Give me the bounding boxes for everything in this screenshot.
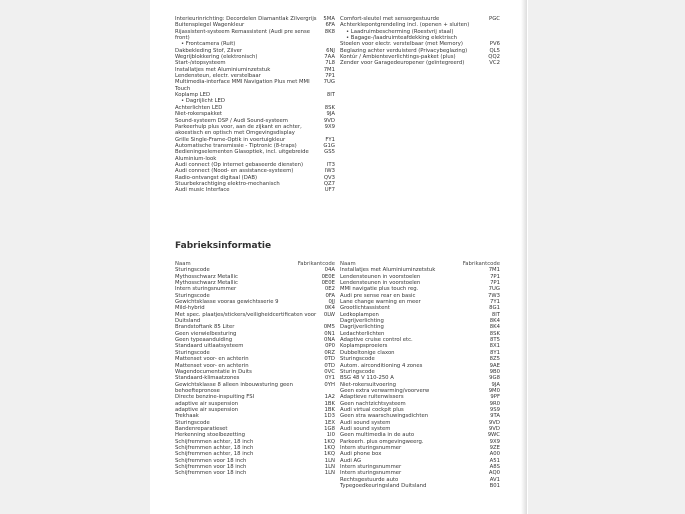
item-code: QL5 [489, 47, 500, 54]
item-name: Audi sound system [340, 419, 391, 426]
item-code: 7AA [324, 54, 335, 61]
item-name: Ledachterlichten [340, 330, 385, 337]
item-name: Rechtsgestuurde auto [340, 476, 399, 483]
item-name: Schijfremmen achter, 18 inch [175, 451, 254, 458]
item-code: 1EX [324, 419, 335, 426]
item-name: Installatjes met Aluminiuminzetstuk [175, 66, 271, 73]
item-name: Comfort-sleutel met sensorgestuurde Achterklepontgrendeling incl. (openen + sluiten) [340, 16, 470, 29]
item-name: Sturingscode [340, 356, 375, 363]
item-name: Radio-ontvangst digitaal (DAB) [175, 174, 258, 181]
item-name: Kontúr / Ambienteverlichtings-pakket (plus) [340, 54, 456, 61]
item-name: Intern sturingsnummer [340, 470, 402, 477]
item-name: Stoelen voor electr. verstelbaar (met Memory) [340, 41, 463, 48]
item-name: Zender voor Garagedeuropener (geïntegreerd) [340, 60, 465, 67]
item-code: 8SK [324, 104, 335, 111]
item-code: 1D3 [324, 413, 335, 420]
item-name: Audi virtual cockpit plus [340, 406, 404, 413]
factory-list-left [175, 261, 335, 477]
item-name: Standaard uitlaatsysteem [175, 343, 244, 350]
item-code: 7L8 [325, 60, 335, 67]
item-code: 1BK [324, 400, 335, 407]
list-item [175, 382, 335, 395]
item-name: Sturingscode [175, 349, 210, 356]
item-code: 7M1 [488, 267, 500, 274]
item-name: • Dagrijlicht LED [181, 98, 225, 105]
item-code: 9AE [489, 362, 500, 369]
item-code: 5MA [323, 16, 335, 22]
item-code: A00 [489, 451, 500, 458]
item-name: Audi phone box [340, 451, 382, 458]
item-name: • Laadruimbescherming (Roestvrij staal) [346, 28, 454, 35]
item-code: 8K4 [489, 318, 500, 325]
item-code: PGC [489, 16, 500, 22]
list-item [175, 149, 335, 162]
item-name: Rijassistent-systeem Remassistent (Audi pre sense front) [175, 28, 311, 42]
item-name: Niet-rokersuitvoering [340, 381, 396, 388]
item-name: Schijfremmen voor 18 inch [175, 457, 247, 464]
item-code: 0LW [323, 311, 335, 318]
item-code: 0YH [324, 381, 335, 388]
list-item [340, 60, 500, 66]
item-name: Intern sturingsnummer [340, 444, 402, 451]
item-code: 9JA [326, 111, 335, 118]
list-item [340, 483, 500, 489]
item-name: Geen multimedia in de auto [340, 432, 415, 439]
item-name: Sturingscode [175, 267, 210, 274]
item-name: Parkeerhulp plus voor, aan de zijkant en achter, akoestisch en optisch met Omgevingsdisplay [175, 123, 302, 137]
item-code: 7W3 [488, 292, 500, 299]
header-code: Fabrikantcode [462, 261, 500, 267]
factory-list-right [340, 261, 500, 489]
item-code: 1BK [324, 406, 335, 413]
list-item [175, 29, 335, 42]
item-code: 9ZE [489, 444, 500, 451]
item-name: Grootlichtassistent [340, 305, 390, 312]
list-item [175, 124, 335, 137]
item-code: 1I0 [326, 432, 335, 439]
item-name: Adaptive cruise control etc. [340, 337, 413, 344]
item-code: GS5 [324, 149, 335, 156]
item-code: IT3 [326, 161, 335, 168]
item-code: 8G1 [489, 305, 500, 312]
item-name: Installatjes met Aluminiuminzetstuk [340, 267, 436, 274]
item-code: 8IT [326, 92, 335, 99]
item-code: 1A2 [324, 394, 335, 401]
item-name: Lendensteunen in voorstoelen [340, 280, 421, 287]
item-code: 0E0E [321, 280, 335, 287]
item-name: Multimedia-interface MMI Navigation Plus met MMI Touch [175, 79, 310, 92]
list-item [340, 16, 500, 29]
item-code: 9B0 [489, 368, 500, 375]
item-code: 1KQ [323, 444, 335, 451]
options-list-right [340, 16, 500, 67]
list-item [175, 470, 335, 476]
item-name: Intern sturingsnummer [175, 286, 237, 293]
item-name: Sturingscode [175, 292, 210, 299]
item-code: UF7 [324, 187, 335, 194]
item-code: 9R0 [489, 400, 500, 407]
item-name: Schijfremmen voor 18 inch [175, 464, 247, 470]
item-code: 9WC [487, 432, 500, 439]
item-code: 9VD [323, 117, 335, 124]
item-name: Dakbekleding Stof, Zilver [175, 47, 243, 54]
item-name: Wegrijblokkering (elektronisch) [175, 54, 258, 61]
item-code: 0TD [324, 362, 335, 369]
document-page [150, 0, 528, 514]
header-name: Naam [340, 261, 356, 267]
item-name: Gewichtsklasse vooras gewichtsserie 9 [175, 299, 279, 306]
item-code: 8SK [489, 330, 500, 337]
item-code: B01 [489, 483, 500, 490]
item-code: 9G8 [489, 375, 500, 382]
item-code: PV6 [489, 41, 500, 48]
item-code: IW3 [324, 168, 335, 175]
item-code: 9JA [491, 381, 500, 388]
item-code: 9TA [490, 413, 500, 420]
item-name: Lane change warning en meer [340, 299, 421, 306]
item-code: A51 [489, 457, 500, 464]
item-name: Wagendocumentatie in Duits [175, 368, 252, 375]
item-name: Koplamp LED [175, 92, 211, 99]
item-name: Achterlichten LED [175, 104, 223, 111]
item-name: Koplampsproeiers [340, 343, 388, 350]
item-code: 6NJ [326, 47, 335, 54]
item-name: adaptive air suspension [175, 406, 239, 413]
item-name: Stuurbekrachtiging elektro-mechanisch [175, 180, 280, 187]
item-code: FY1 [325, 136, 335, 143]
item-name: Audi connect (Nood- en assistance-systeem) [175, 168, 294, 175]
item-code: 0E0E [321, 273, 335, 280]
item-code: 6FA [325, 22, 335, 29]
item-code: VC2 [489, 60, 500, 67]
item-name: Audi pre sense rear en basic [340, 292, 416, 299]
item-code: 9S9 [489, 406, 500, 413]
item-name: Audi connect (Op internet gebaseerde diensten) [175, 161, 304, 168]
item-code: 1KQ [323, 451, 335, 458]
item-name: Geen stra waarschuwingsdichten [340, 413, 429, 420]
item-name: Geen typeaanduiding [175, 337, 233, 344]
item-code: 1LN [324, 464, 335, 470]
list-item [175, 79, 335, 92]
item-name: Ledkoplampen [340, 311, 379, 318]
item-name: MMI navigatie plus touch reg. [340, 286, 419, 293]
item-code: 0P0 [325, 343, 335, 350]
item-code: 7P1 [490, 273, 500, 280]
item-name: Typegoedkeuringsland Duitsland [340, 483, 427, 490]
item-code: 0M5 [323, 324, 335, 331]
item-code: QQ2 [488, 54, 500, 61]
item-name: Directe benzine-inspuiting FSI [175, 394, 255, 401]
item-name: Adaptieve ruitenwissers [340, 394, 404, 401]
item-name: Sturingscode [175, 419, 210, 426]
item-name: Met spec. plaatjes/stickers/veiligheidcertificaten voor Duitsland [175, 311, 317, 325]
item-name: Buitenspiegel Wagenkleur [175, 22, 245, 29]
header-name: Naam [175, 261, 191, 267]
section-title: Fabrieksinformatie [175, 241, 272, 251]
item-code: 7UG [488, 286, 500, 293]
item-code: 0NA [324, 337, 335, 344]
item-code: 7P1 [325, 73, 335, 80]
item-code: 1LN [324, 457, 335, 464]
item-name: Niet-rokerspakket [175, 111, 222, 118]
item-code: 0RZ [324, 349, 335, 356]
item-code: 1G8 [324, 425, 335, 432]
item-name: Dubbeltonige claxon [340, 349, 395, 356]
item-code: 9M0 [488, 387, 500, 394]
item-name: Parkeerh. plus omgevingweerg. [340, 438, 424, 445]
item-code: 9X9 [489, 438, 500, 445]
item-name: Bandenreparatieset [175, 425, 228, 432]
item-name: BSG 48 V 110-250 A [340, 375, 394, 382]
item-name: Interieurinrichting: Decordelen Diamantlak Zilvergrijs [175, 16, 317, 22]
item-name: Lendensteun, electr. verstelbaar [175, 73, 261, 80]
item-code: 9VD [488, 419, 500, 426]
item-name: Geen vierwielbesturing [175, 330, 237, 337]
item-code: 8K4 [489, 324, 500, 331]
item-name: Mythosschwarz Metallic [175, 280, 238, 287]
item-name: Sound-systeem DSP / Audi Sound-systeem [175, 117, 288, 124]
item-name: Gewichtsklasse 8 alleen inbouwsturing geen behoeftepronose [175, 381, 293, 394]
item-name: Audi AG [340, 457, 362, 464]
item-name: Mattenset voor- en achterin [175, 356, 249, 363]
header-code: Fabrikantcode [297, 261, 335, 267]
item-code: AV1 [489, 476, 500, 483]
item-name: Dagrijverlichting [340, 318, 384, 325]
item-code: 7M1 [323, 66, 335, 73]
item-name: Schijfremmen voor 18 inch [175, 470, 247, 477]
item-name: Schijfremmen achter, 18 inch [175, 438, 254, 445]
item-name: Start-/stopsysteem [175, 60, 226, 67]
item-code: 7P1 [490, 280, 500, 287]
item-code: 0FA [325, 292, 335, 299]
item-name: Brandstoftank 85 Liter [175, 324, 235, 331]
item-name: Dagrijverlichting [340, 324, 384, 331]
item-name: Bedieningselementen Glasoptiek, incl. uitgebreide Aluminium-look [175, 149, 309, 162]
item-name: Intern sturingsnummer [340, 464, 402, 470]
item-code: 8T5 [490, 337, 500, 344]
item-code: 7UG [323, 79, 335, 86]
item-name: Trekhaak [175, 413, 199, 420]
item-code: 0E2 [324, 286, 335, 293]
item-code: 1KQ [323, 438, 335, 445]
item-code: 8IT [491, 311, 500, 318]
item-code: 9VD [488, 425, 500, 432]
item-name: Beglazing achter verduisterd (Privacybeglazing) [340, 47, 468, 54]
item-name: • Bagage-/laadruimteafdekking elektrisch [346, 35, 457, 42]
item-name: Mattenset voor- en achterin [175, 362, 249, 369]
item-name: Grille Single-Frame-Optik in voertuigkleur [175, 136, 286, 143]
item-code: 0VC [324, 368, 335, 375]
item-name: Automatische transmissie - Tiptronic (8-traps) [175, 142, 297, 149]
item-code: 0K4 [324, 305, 335, 312]
item-name: • Frontcamera (Ruit) [181, 41, 236, 48]
item-name: Geen nachtzichtsysteem [340, 400, 406, 407]
item-code: 04A [324, 267, 335, 274]
item-code: QV3 [323, 174, 335, 181]
item-name: Geen extra verwarming/voorverw [340, 387, 430, 394]
item-code: QZ7 [323, 180, 335, 187]
item-code: AQ0 [488, 470, 500, 477]
item-name: Lendensteunen in voorstoelen [340, 273, 421, 280]
item-code: 8X1 [489, 343, 500, 350]
options-list-left [175, 16, 335, 194]
list-item [175, 312, 335, 325]
item-name: Audi music Interface [175, 187, 230, 194]
item-code: 7Y1 [490, 299, 500, 306]
item-name: Autom. airconditioning 4 zones [340, 362, 423, 369]
item-code: G1G [323, 142, 335, 149]
item-name: Audi sound system [340, 425, 391, 432]
item-code: 0JJ [328, 299, 335, 306]
item-name: Schijfremmen achter, 18 inch [175, 444, 254, 451]
item-code: A8S [489, 464, 500, 470]
item-code: 0N1 [324, 330, 335, 337]
item-code: 8Z5 [489, 356, 500, 363]
item-code: 0TD [324, 356, 335, 363]
item-name: Mythosschwarz Metallic [175, 273, 238, 280]
item-code: 1LN [324, 470, 335, 477]
item-name: Mild-hybrid [175, 305, 205, 312]
item-name: adaptive air suspension [175, 400, 239, 407]
item-code: 0Y1 [325, 375, 335, 382]
item-name: Sturingscode [340, 368, 375, 375]
item-name: Standaard-klimaatzones [175, 375, 240, 382]
item-code: 8K8 [324, 28, 335, 35]
item-code: 9X9 [324, 123, 335, 130]
list-item [175, 187, 335, 193]
item-code: 9PF [490, 394, 500, 401]
item-code: 8Y1 [490, 349, 500, 356]
item-name: Herkenning stoelbezetting [175, 432, 245, 439]
page-edge [521, 0, 527, 514]
